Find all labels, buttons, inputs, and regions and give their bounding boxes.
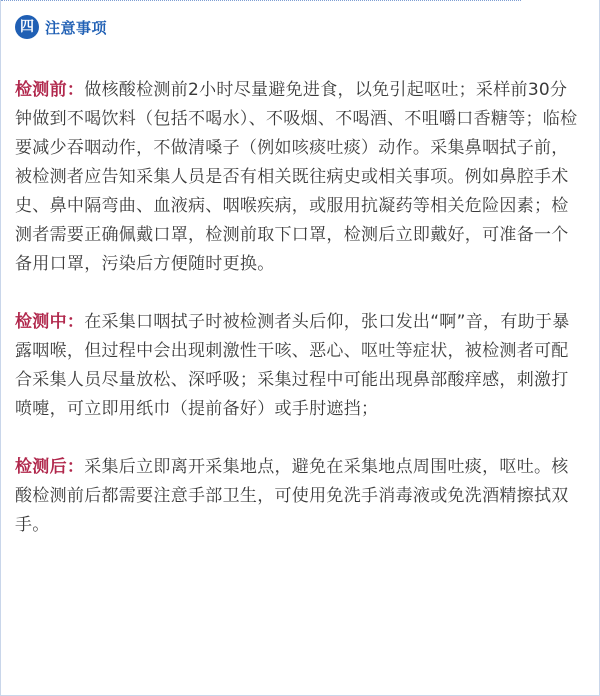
label-during-test: 检测中： (15, 312, 85, 332)
text-after-test: 采集后立即离开采集地点，避免在采集地点周围吐痰，呕吐。核酸检测前后都需要注意手部卫生，可使用免洗手消毒液或免洗酒精擦拭双手。 (15, 457, 569, 535)
notes-content (15, 76, 579, 569)
section-header (15, 13, 107, 41)
section-number-badge: 四 (15, 15, 39, 39)
paragraph-after-test (15, 453, 579, 540)
section-title: 注意事项 (45, 18, 108, 37)
paragraph-during-test (15, 308, 579, 424)
label-after-test: 检测后： (15, 457, 85, 477)
text-during-test: 在采集口咽拭子时被检测者头后仰，张口发出“啊”音，有助于暴露咽喉，但过程中会出现刺激性干咳、恶心、呕吐等症状，被检测者可配合采集人员尽量放松、深呼吸；采集过程中可能出现鼻部酸痒感，刺激打喷嚏，可立即用纸巾（提前备好）或手肘遮挡； (15, 312, 570, 419)
top-dotted-divider (1, 0, 521, 1)
text-before-test: 做核酸检测前2小时尽量避免进食，以免引起呕吐；采样前30分钟做到不喝饮料（包括不喝水）、不吸烟、不喝酒、不咀嚼口香糖等；临检要减少吞咽动作，不做清嗓子（例如咳痰吐痰）动作。采集鼻咽拭子前，被检测者应告知采集人员是否有相关既往病史或相关事项。例如鼻腔手术史、鼻中隔弯曲、血液病、咽喉疾病，或服用抗凝药等相关危险因素；检测者需要正确佩戴口罩，检测前取下口罩，检测后立即戴好，可准备一个备用口罩，污染后方便随时更换。 (15, 80, 578, 274)
label-before-test: 检测前： (15, 80, 85, 100)
paragraph-before-test (15, 76, 579, 279)
